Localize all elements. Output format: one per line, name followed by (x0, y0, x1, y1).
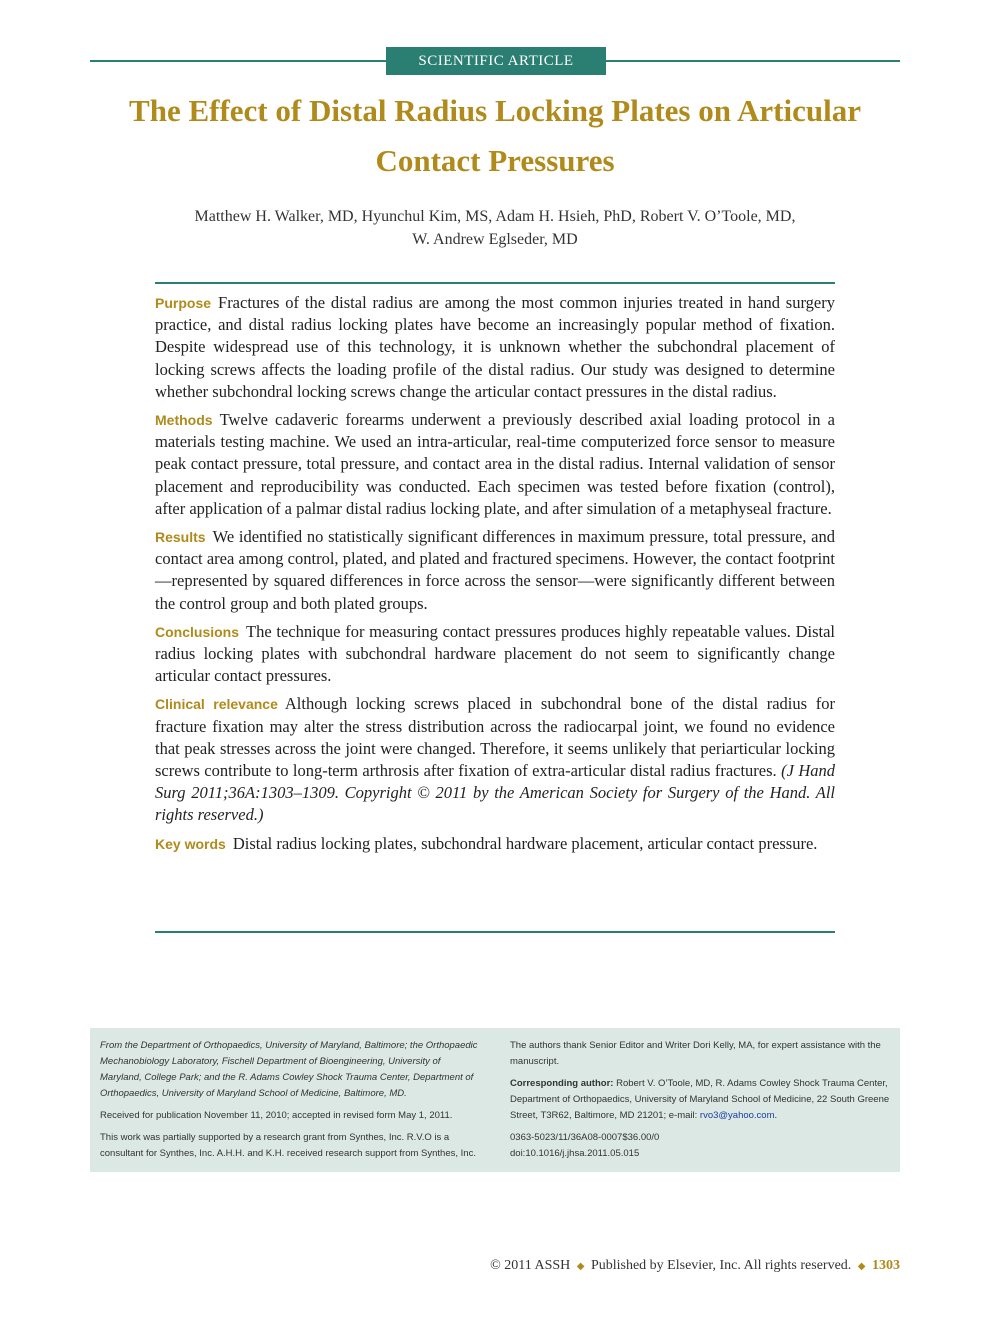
diamond-icon: ◆ (857, 1261, 866, 1272)
email-link[interactable]: rvo3@yahoo.com (699, 1110, 775, 1121)
corresponding-label: Corresponding author: (510, 1078, 614, 1089)
clinical-label: Clinical relevance (155, 696, 278, 713)
page-footer (490, 1258, 900, 1274)
author-line-1: Matthew H. Walker, MD, Hyunchul Kim, MS, Adam H. Hsieh, PhD, Robert V. O’Toole, MD, (194, 208, 796, 225)
footnote-box (90, 1028, 900, 1172)
author-line-2: W. Andrew Eglseder, MD (412, 231, 578, 248)
footer-publisher: Published by Elsevier, Inc. All rights reserved. (590, 1258, 852, 1273)
doi-text: doi:10.1016/j.jhsa.2011.05.015 (510, 1148, 640, 1159)
abstract-keywords (155, 833, 835, 855)
page-number: 1303 (872, 1258, 900, 1273)
results-label: Results (155, 529, 206, 546)
corresponding-text: Robert V. O’Toole, MD, R. Adams Cowley Shock Trauma Center, Department of Orthopaedics, University of Maryland School of Medicine, 22 South Greene Street, T3R62, Baltimore, MD 21201; e-mail: (510, 1078, 890, 1121)
purpose-label: Purpose (155, 295, 212, 311)
abstract-bottom-rule (155, 931, 835, 933)
affiliation-note: From the Department of Orthopaedics, University of Maryland, Baltimore; the Orthopaedic Mechanobiology Laboratory, Fischell Department of Bioengineering, University of Maryland, College Park; and the R. Adams Cowley Shock Trauma Center, Department of Orthopaedics, University of Maryland School of Medicine, Baltimore, MD. (100, 1040, 478, 1099)
diamond-icon: ◆ (576, 1261, 585, 1272)
corresponding-note: Corresponding author: Robert V. O’Toole, MD, R. Adams Cowley Shock Trauma Center, Department of Orthopaedics, University of Maryland School of Medicine, 22 South Greene Street, T3R62, Baltimore, MD 21201; e-mail: rvo3@yahoo.com. (510, 1078, 890, 1121)
thanks-note: The authors thank Senior Editor and Writer Dori Kelly, MA, for expert assistance with the manuscript. (510, 1040, 881, 1067)
methods-text: Twelve cadaveric forearms underwent a previously described axial loading protocol in a materials testing machine. We used an intra-articular, real-time computerized force sensor to measure peak contact pressure, total pressure, and contact area in the distal radius. Internal validation of sensor placement and reproducibility was conducted. Each specimen was tested before fixation (control), after application of a palmar distal radius locking plate, and after simulation of a metaphyseal fracture. (155, 410, 835, 518)
conclusions-label: Conclusions (155, 623, 240, 640)
abstract-clinical-relevance (155, 693, 835, 826)
abstract (155, 292, 835, 861)
article-title: The Effect of Distal Radius Locking Plates on Articular Contact Pressures (129, 93, 861, 178)
purpose-text: Fractures of the distal radius are among the most common injuries treated in hand surgery practice, and distal radius locking plates have become an increasingly popular method of fixation. Despite widespread use of this technology, it is unknown whether the subchondral placement of locking screws affects the loading profile of the distal radius. Our study was designed to determine whether subchondral locking screws change the articular contact pressures in the distal radius. (155, 293, 835, 401)
methods-label: Methods (155, 412, 213, 429)
author-list (140, 205, 850, 251)
citation: (J Hand Surg 2011;36A:1303–1309. Copyright © 2011 by the American Society for Surgery of the Hand. All rights reserved.) (155, 761, 836, 825)
section-tag: SCIENTIFIC ARTICLE (386, 47, 606, 75)
footer-copyright: © 2011 ASSH (490, 1258, 571, 1273)
abstract-top-rule (155, 282, 835, 284)
abstract-purpose (155, 292, 835, 403)
keywords-label: Key words (155, 835, 226, 852)
abstract-results (155, 526, 835, 615)
issn-note (510, 1130, 892, 1162)
received-note: Received for publication November 11, 2010; accepted in revised form May 1, 2011. (100, 1110, 453, 1121)
support-note: This work was partially supported by a research grant from Synthes, Inc. R.V.O is a consultant for Synthes, Inc. A.H.H. and K.H. received research support from Synthes, Inc. (100, 1132, 476, 1159)
issn-text: 0363-5023/11/36A08-0007$36.00/0 (510, 1132, 660, 1143)
clinical-text: Although locking screws placed in subchondral bone of the distal radius for fracture fixation may alter the stress distribution across the radiocarpal joint, we found no evidence that peak stresses across the joint were changed. Therefore, it seems unlikely that periarticular locking screws contribute to long-term arthrosis after fixation of extra-articular distal radius fractures. (155, 694, 835, 781)
footnote-left-column (100, 1038, 482, 1168)
footnote-right-column (510, 1038, 892, 1168)
abstract-methods (155, 409, 835, 520)
results-text: We identified no statistically significant differences in maximum pressure, total pressure, and contact area among control, plated, and plated and fractured specimens. However, the contact footprint—represented by squared differences in force across the sensor—were significantly different between the control group and both plated groups. (155, 527, 835, 613)
keywords-text: Distal radius locking plates, subchondral hardware placement, articular contact pressure. (232, 833, 818, 853)
conclusions-text: The technique for measuring contact pressures produces highly repeatable values. Distal radius locking plates with subchondral hardware placement do not seem to significantly change articular contact pressures. (155, 621, 835, 686)
abstract-conclusions (155, 621, 835, 688)
